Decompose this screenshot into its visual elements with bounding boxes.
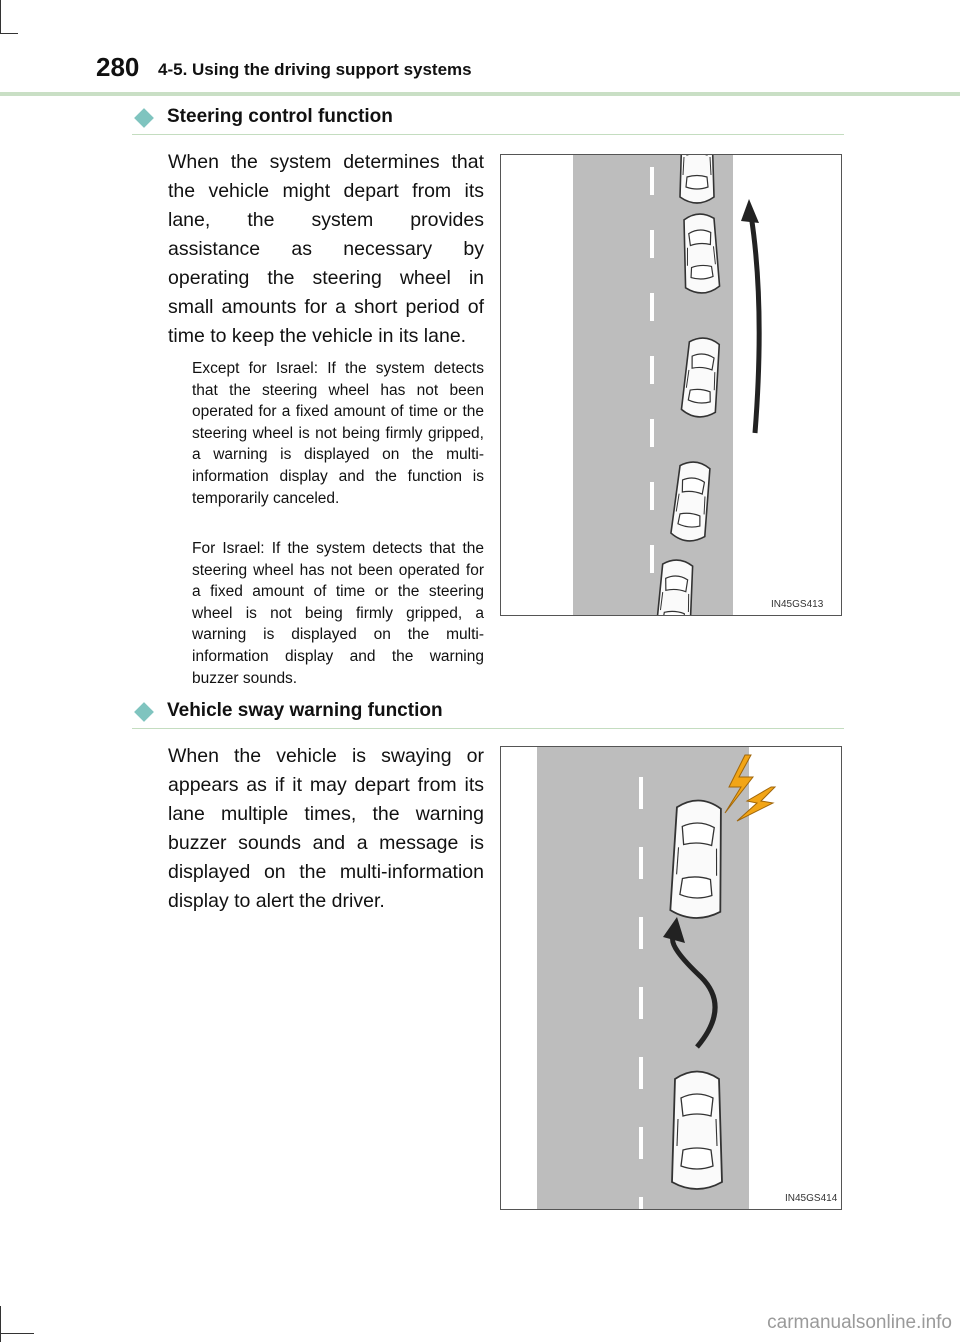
figure-code: IN45GS414 xyxy=(785,1193,838,1204)
steering-note-except-israel: Except for Israel: If the system detects that the steering wheel has not been operated for a fixed amount of time or the steering wheel is not being firmly gripped, a warning is displayed on the multi-information display and the function is temporarily canceled. xyxy=(192,360,484,507)
section-title: 4-5. Using the driving support systems xyxy=(158,60,472,79)
sway-heading-label: Vehicle sway warning function xyxy=(167,700,443,721)
heading-rule xyxy=(132,728,844,729)
steering-heading-label: Steering control function xyxy=(167,106,393,127)
diamond-bullet-icon xyxy=(134,702,154,722)
sway-body: When the vehicle is swaying or appears as if it may depart from its lane multiple times, the warning buzzer sounds and a message is displayed on the multi-information display to alert the driver. xyxy=(168,745,484,912)
header-rule xyxy=(0,92,960,96)
figure-code: IN45GS413 xyxy=(771,599,824,610)
crop-mark xyxy=(0,0,1,34)
sway-warning-figure xyxy=(500,746,842,1210)
heading-rule xyxy=(132,134,844,135)
steering-heading xyxy=(132,108,844,136)
watermark: carmanualsonline.info xyxy=(767,1312,952,1333)
page-header xyxy=(96,52,856,88)
arrow-head-icon xyxy=(741,199,759,223)
crop-mark xyxy=(0,1306,1,1342)
travel-arrow xyxy=(751,215,759,433)
steering-body: When the system determines that the vehicle might depart from its lane, the system provides assistance as necessary by operating the steering wheel in small amounts for a short period of time to keep the vehicle in its lane. xyxy=(168,151,484,347)
page-number: 280 xyxy=(96,52,140,82)
steering-note-israel: For Israel: If the system detects that the steering wheel has not been operated for a fixed amount of time or the steering wheel is not being firmly gripped, a warning is displayed on the multi-information display and the warning buzzer sounds. xyxy=(192,540,484,687)
steering-control-figure xyxy=(500,154,842,616)
car-icon xyxy=(680,155,714,203)
diamond-bullet-icon xyxy=(134,108,154,128)
crop-mark xyxy=(0,33,18,34)
car-icon xyxy=(672,1072,722,1190)
sway-heading xyxy=(132,702,844,730)
car-icon xyxy=(682,213,720,294)
crop-mark xyxy=(0,1333,34,1334)
car-icon xyxy=(670,800,724,919)
